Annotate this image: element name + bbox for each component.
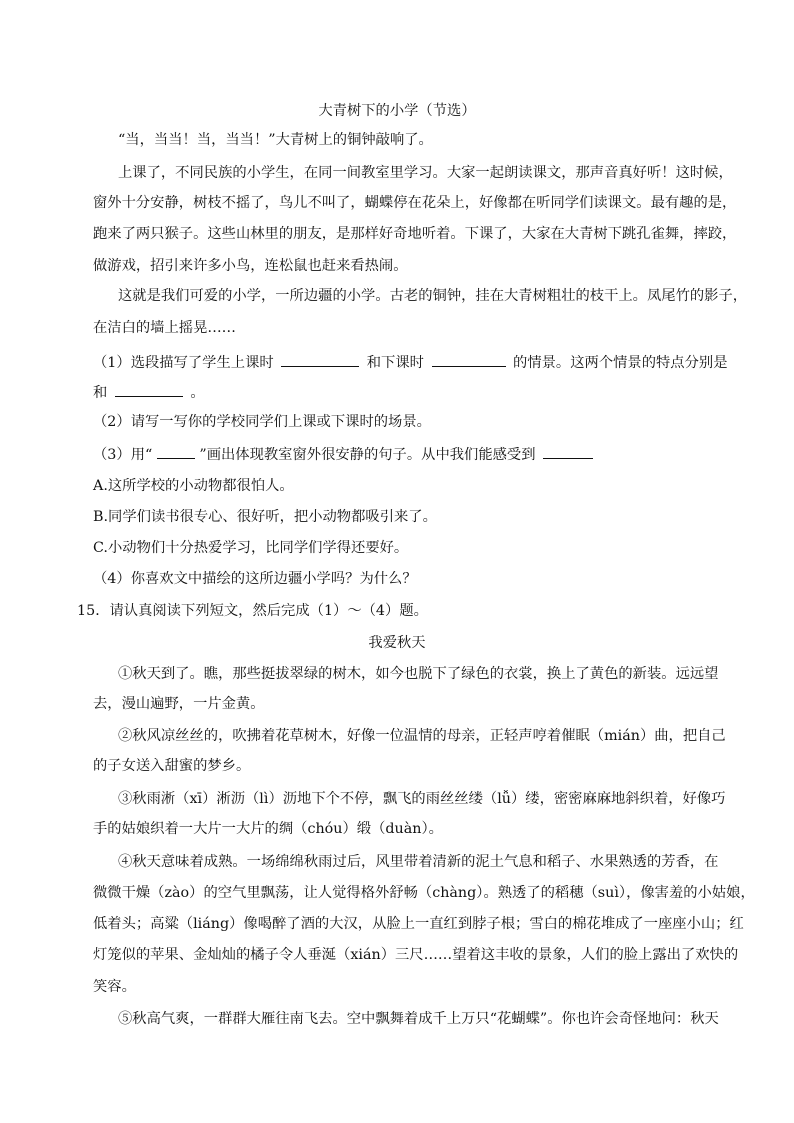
passage2-line: ⑤秋高气爽，一群群大雁往南飞去。空中飘舞着成千上万只“花蝴蝶”。你也许会奇怪地问：秋天 <box>118 1011 719 1027</box>
passage1-line: 上课了，不同民族的小学生，在同一间教室里学习。大家一起朗读课文，那声音真好听！这时候， <box>118 165 733 181</box>
passage1-line: 这就是我们可爱的小学，一所边疆的小学。古老的铜钟，挂在大青树粗壮的枝干上。凤尾竹的影子， <box>118 288 748 304</box>
passage2-line: ①秋天到了。瞧，那些挺拔翠绿的树木，如今也脱下了绿色的衣裳，换上了黄色的新装。远远望 <box>118 666 719 682</box>
passage1-line: “当，当当！当，当当！”大青树上的铜钟敲响了。 <box>118 132 433 148</box>
option-a[interactable]: A.这所学校的小动物都很怕人。 <box>93 478 294 494</box>
option-b[interactable]: B.同学们读书很专心、很好听，把小动物都吸引来了。 <box>93 509 437 525</box>
passage2-line: 低着头；高粱（liáng）像喝醉了酒的大汉，从脸上一直红到脖子根；雪白的棉花堆成了一座座小山；红 <box>93 916 744 932</box>
passage2-title: 我爱秋天 <box>368 635 426 651</box>
question-1 <box>93 351 728 373</box>
passage2-line: 灯笼似的苹果、金灿灿的橘子令人垂涎（xián）三尺……望着这丰收的景象，人们的脸上露出了欢快的 <box>93 947 739 963</box>
question-1-continued <box>93 381 722 403</box>
passage2-line: 微微干燥（zào）的空气里飘荡，让人觉得格外舒畅（chàng）。熟透了的稻穗（suì），像害羞的小姑娘， <box>93 885 755 901</box>
passage1-title: 大青树下的小学（节选） <box>318 103 476 119</box>
answer-blank[interactable] <box>115 381 183 397</box>
question-15-prompt: 15．请认真阅读下列短文，然后完成（1）～（4）题。 <box>77 603 428 619</box>
question-1-text: 和下课时 <box>366 355 424 371</box>
question-1-text: 的情景。这两个情景的特点分别是 <box>513 355 728 371</box>
passage1-line: 跑来了两只猴子。这些山林里的朋友，是那样好奇地听着。下课了，大家在大青树下跳孔雀舞，摔跤， <box>93 226 737 242</box>
answer-blank[interactable] <box>432 351 506 367</box>
passage2-line: 笑容。 <box>93 979 136 995</box>
question-3-text: ”画出体现教室窗外很安静的句子。从中我们能感受到 <box>199 447 536 463</box>
question-3-text: （3）用“ <box>93 447 153 463</box>
question-3 <box>93 443 722 465</box>
passage2-line: ③秋雨淅（xī）淅沥（lì）沥地下个不停，飘飞的雨丝丝缕（lǚ）缕，密密麻麻地斜织着，好像巧 <box>118 791 726 807</box>
question-2: （2）请写一写你的学校同学们上课或下课时的场景。 <box>93 414 431 430</box>
passage1-line: 在洁白的墙上摇晃…… <box>93 320 236 336</box>
passage2-line: 的子女送入甜蜜的梦乡。 <box>93 758 251 774</box>
answer-blank[interactable] <box>281 351 359 367</box>
question-1-text: （1）选段描写了学生上课时 <box>93 355 274 371</box>
passage1-line: 做游戏，招引来许多小鸟，连松鼠也赶来看热闹。 <box>93 258 408 274</box>
passage2-line: 手的姑娘织着一大片一大片的绸（chóu）缎（duàn）。 <box>93 821 443 837</box>
passage2-line: ②秋风凉丝丝的，吹拂着花草树木，好像一位温情的母亲，正轻声哼着催眠（mián）曲，把自己 <box>118 728 726 744</box>
passage2-line: 去，漫山遍野，一片金黄。 <box>93 696 265 712</box>
question-4: （4）你喜欢文中描绘的这所边疆小学吗？为什么？ <box>93 571 417 587</box>
passage2-line: ④秋天意味着成熟。一场绵绵秋雨过后，风里带着清新的泥土气息和稻子、水果熟透的芳香，在 <box>118 854 719 870</box>
underline-sample <box>157 443 195 459</box>
passage1-line: 窗外十分安静，树枝不摇了，鸟儿不叫了，蝴蝶停在花朵上，好像都在听同学们读课文。最有趣的是， <box>93 195 737 211</box>
question-1-text: 。 <box>190 385 205 401</box>
answer-blank[interactable] <box>543 443 593 459</box>
question-1-text: 和 <box>93 385 108 401</box>
option-c[interactable]: C.小动物们十分热爱学习，比同学们学得还要好。 <box>93 540 409 556</box>
